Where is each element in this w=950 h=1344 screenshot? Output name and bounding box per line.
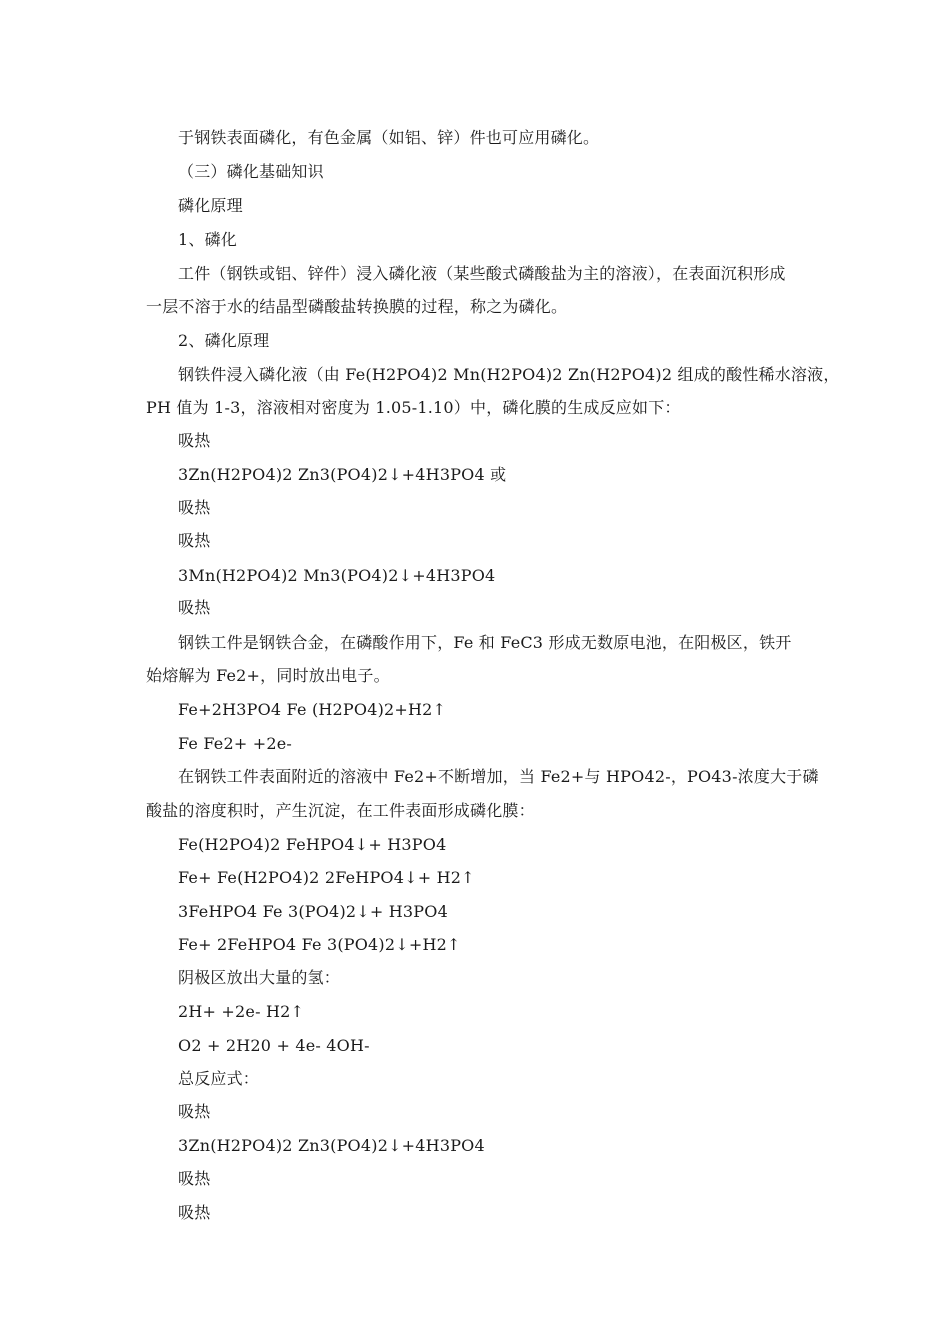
subsection-heading: 2、磷化原理	[178, 331, 270, 350]
text-line: 于钢铁表面磷化，有色金属（如铝、锌）件也可应用磷化。	[178, 128, 600, 147]
section-heading: （三）磷化基础知识	[178, 162, 324, 181]
text-line: 阴极区放出大量的氢：	[178, 968, 341, 987]
chemical-equation: Fe Fe2+ +2e-	[178, 734, 293, 753]
subsection-heading: 1、磷化	[178, 230, 237, 249]
chemical-equation: 3Zn(H2PO4)2 Zn3(PO4)2↓+4H3PO4 或	[178, 465, 507, 484]
reaction-condition: 吸热	[178, 1203, 211, 1222]
reaction-condition: 吸热	[178, 1102, 211, 1121]
text-line: 总反应式：	[178, 1069, 260, 1088]
chemical-equation: Fe(H2PO4)2 FeHPO4↓+ H3PO4	[178, 835, 447, 854]
text-line: 在钢铁工件表面附近的溶液中 Fe2+不断增加，当 Fe2+与 HPO42-，PO43-浓度大于磷	[178, 767, 819, 786]
text-line: PH 值为 1-3，溶液相对密度为 1.05-1.10）中，磷化膜的生成反应如下：	[146, 398, 681, 417]
reaction-condition: 吸热	[178, 431, 211, 450]
chemical-equation: 3Zn(H2PO4)2 Zn3(PO4)2↓+4H3PO4	[178, 1136, 485, 1155]
reaction-condition: 吸热	[178, 598, 211, 617]
text-line: 一层不溶于水的结晶型磷酸盐转换膜的过程，称之为磷化。	[146, 297, 568, 316]
text-line: 工件（钢铁或铝、锌件）浸入磷化液（某些酸式磷酸盐为主的溶液），在表面沉积形成	[178, 264, 786, 283]
chemical-equation: 3Mn(H2PO4)2 Mn3(PO4)2↓+4H3PO4	[178, 566, 496, 585]
text-line: 始熔解为 Fe2+，同时放出电子。	[146, 666, 390, 685]
chemical-equation: O2 + 2H20 + 4e- 4OH-	[178, 1036, 370, 1055]
subsection-heading: 磷化原理	[178, 196, 243, 215]
chemical-equation: 2H+ +2e- H2↑	[178, 1002, 305, 1021]
reaction-condition: 吸热	[178, 531, 211, 550]
chemical-equation: Fe+2H3PO4 Fe (H2PO4)2+H2↑	[178, 700, 447, 719]
text-line: 钢铁件浸入磷化液（由 Fe(H2PO4)2 Mn(H2PO4)2 Zn(H2PO4)2 组成的酸性稀水溶液，	[178, 365, 840, 384]
chemical-equation: Fe+ Fe(H2PO4)2 2FeHPO4↓+ H2↑	[178, 868, 475, 887]
chemical-equation: Fe+ 2FeHPO4 Fe 3(PO4)2↓+H2↑	[178, 935, 461, 954]
text-line: 钢铁工件是钢铁合金，在磷酸作用下，Fe 和 FeC3 形成无数原电池，在阳极区，铁开	[178, 633, 792, 652]
chemical-equation: 3FeHPO4 Fe 3(PO4)2↓+ H3PO4	[178, 902, 448, 921]
text-line: 酸盐的溶度积时，产生沉淀，在工件表面形成磷化膜：	[146, 801, 535, 820]
reaction-condition: 吸热	[178, 1169, 211, 1188]
reaction-condition: 吸热	[178, 498, 211, 517]
